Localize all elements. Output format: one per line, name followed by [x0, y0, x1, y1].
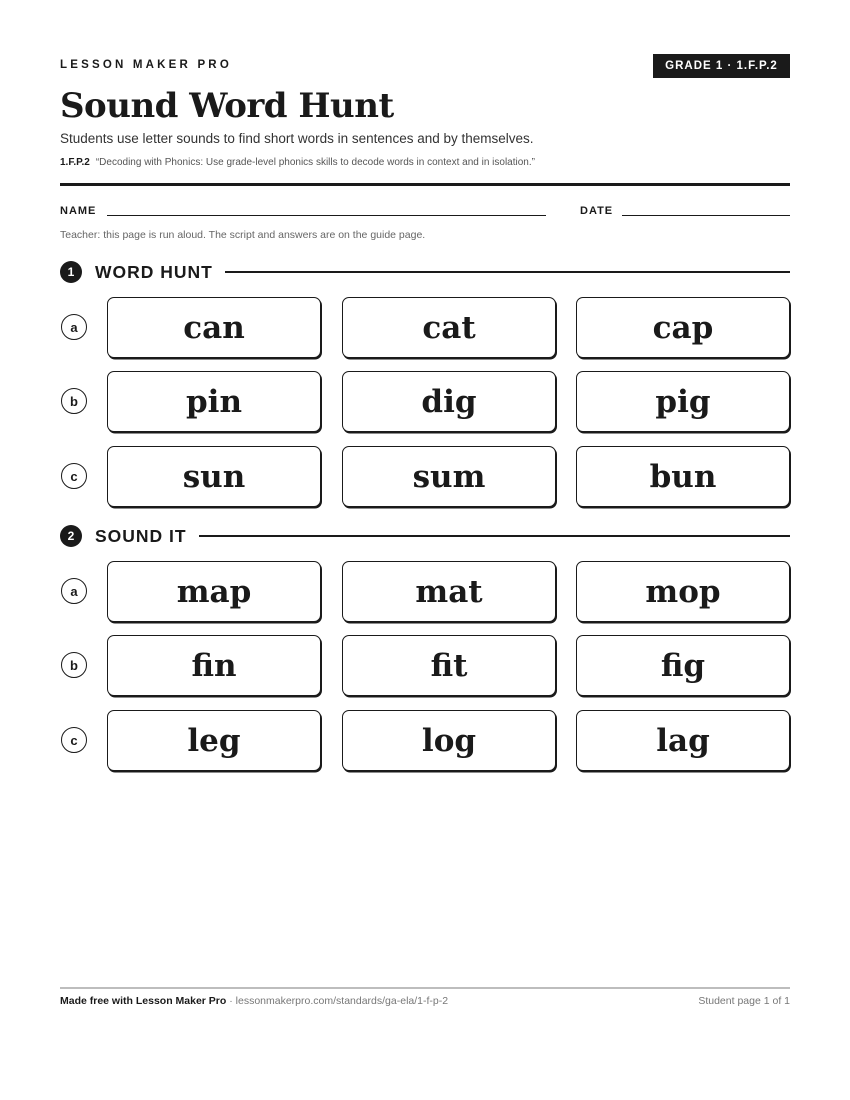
word-text: can: [183, 309, 245, 346]
word-card[interactable]: [342, 446, 556, 507]
standard-description: [60, 157, 535, 168]
word-card[interactable]: [107, 710, 321, 771]
footer-divider: [60, 987, 790, 989]
word-text: pig: [655, 383, 711, 420]
word-text: fin: [191, 647, 237, 684]
word-text: sum: [412, 458, 486, 495]
section-divider: [225, 271, 790, 273]
word-text: map: [176, 573, 252, 610]
section-title: WORD HUNT: [95, 261, 213, 282]
word-card[interactable]: [107, 561, 321, 622]
word-card[interactable]: [107, 446, 321, 507]
word-text: leg: [187, 722, 241, 759]
word-text: mat: [415, 573, 483, 610]
row-letter-b: b: [61, 388, 87, 414]
row-letter-b: b: [61, 652, 87, 678]
header-divider: [60, 183, 790, 186]
word-card[interactable]: [576, 371, 790, 432]
word-text: bun: [649, 458, 717, 495]
name-field[interactable]: [107, 215, 546, 216]
word-card[interactable]: [342, 371, 556, 432]
standard-text: “Decoding with Phonics: Use grade-level phonics skills to decode words in context and in isolation.”: [95, 157, 535, 168]
word-card[interactable]: [342, 561, 556, 622]
footer-separator: ·: [226, 995, 236, 1007]
page-title: Sound Word Hunt: [60, 86, 394, 126]
row-letter-c: c: [61, 463, 87, 489]
date-field[interactable]: [622, 215, 790, 216]
section-number: 1: [60, 261, 82, 283]
word-card[interactable]: [576, 635, 790, 696]
footer-url[interactable]: lessonmakerpro.com/standards/ga-ela/1-f-p-2: [235, 995, 449, 1007]
word-text: cap: [652, 309, 714, 346]
word-card[interactable]: [342, 710, 556, 771]
footer-page-number: Student page 1 of 1: [698, 995, 790, 1007]
word-text: log: [421, 722, 477, 759]
word-text: dig: [421, 383, 477, 420]
date-label: DATE: [580, 205, 614, 217]
word-text: cat: [422, 309, 476, 346]
section-word-hunt: [60, 260, 790, 284]
section-sound-it: [60, 524, 790, 548]
word-card[interactable]: [107, 371, 321, 432]
word-text: sun: [182, 458, 246, 495]
word-card[interactable]: [576, 710, 790, 771]
word-text: fig: [660, 647, 706, 684]
brand-name: LESSON MAKER PRO: [60, 59, 232, 71]
word-card[interactable]: [576, 297, 790, 358]
page-subtitle: Students use letter sounds to find short words in sentences and by themselves.: [60, 131, 534, 146]
word-text: lag: [656, 722, 710, 759]
row-letter-a: a: [61, 578, 87, 604]
word-text: pin: [186, 383, 242, 420]
standard-code: 1.F.P.2: [60, 157, 90, 168]
footer-made-with: Made free with Lesson Maker Pro: [60, 995, 227, 1007]
word-card[interactable]: [107, 635, 321, 696]
grade-badge: GRADE 1 · 1.F.P.2: [653, 54, 790, 78]
word-text: mop: [645, 573, 721, 610]
word-card[interactable]: [107, 297, 321, 358]
word-card[interactable]: [342, 635, 556, 696]
footer-credit: [60, 995, 448, 1007]
section-number: 2: [60, 525, 82, 547]
word-card[interactable]: [342, 297, 556, 358]
word-text: fit: [430, 647, 468, 684]
word-card[interactable]: [576, 561, 790, 622]
teacher-note: Teacher: this page is run aloud. The script and answers are on the guide page.: [60, 229, 426, 241]
row-letter-a: a: [61, 314, 87, 340]
section-title: SOUND IT: [95, 525, 187, 546]
section-divider: [199, 535, 790, 537]
word-card[interactable]: [576, 446, 790, 507]
name-label: NAME: [60, 205, 97, 217]
row-letter-c: c: [61, 727, 87, 753]
